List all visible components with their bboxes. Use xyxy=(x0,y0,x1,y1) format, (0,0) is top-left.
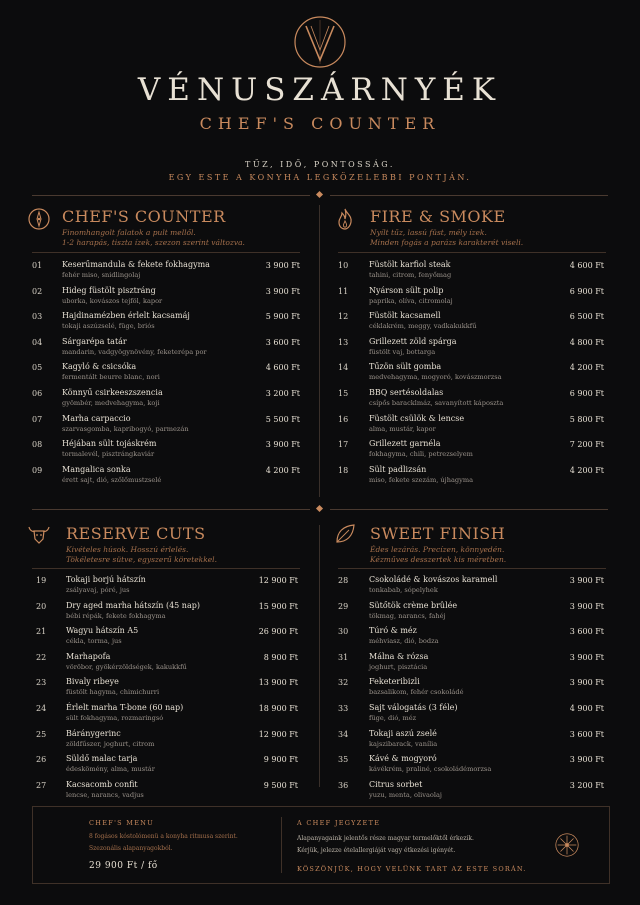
item-description: miso, fekete szezám, újhagyma xyxy=(369,475,474,484)
item-number: 12 xyxy=(338,312,349,322)
menu-item xyxy=(36,652,298,677)
item-price: 3 200 Ft xyxy=(569,780,604,790)
item-description: yuzu, menta, olivaolaj xyxy=(369,790,442,799)
item-name: Keserűmandula & fekete fokhagyma xyxy=(62,260,210,269)
menu-item xyxy=(338,703,604,728)
item-name: Nyárson sült polip xyxy=(369,285,444,295)
item-number: 03 xyxy=(32,312,43,322)
item-name: Feketeribizli xyxy=(369,677,420,687)
item-number: 14 xyxy=(338,363,349,373)
item-price: 3 600 Ft xyxy=(265,337,300,347)
item-name: Dry aged marha hátszín (45 nap) xyxy=(66,600,200,610)
footer-box xyxy=(32,806,610,884)
item-name: Mangalica sonka xyxy=(62,464,131,474)
item-price: 7 200 Ft xyxy=(569,440,604,450)
item-description: paprika, olíva, citromolaj xyxy=(369,296,453,305)
item-price: 3 900 Ft xyxy=(265,261,300,270)
item-description: füge, dió, méz xyxy=(369,714,417,722)
chefs-menu-title: CHEF'S MENU xyxy=(89,819,155,827)
item-description: cékla, torma, jus xyxy=(66,637,122,646)
item-number: 20 xyxy=(36,601,47,611)
item-description: füstölt hagyma, chimichurri xyxy=(66,688,160,697)
item-number: 35 xyxy=(338,755,349,765)
menu-item xyxy=(36,780,298,805)
item-number: 23 xyxy=(36,678,47,688)
item-price: 4 800 Ft xyxy=(569,337,604,347)
item-name: Sütőtök crème brûlée xyxy=(369,600,458,610)
item-name: Füstölt karfiol steak xyxy=(369,260,451,269)
item-name: Sajt válogatás (3 féle) xyxy=(369,703,458,712)
header-divider-diamond xyxy=(316,191,323,198)
item-description: mandarin, vadgyögynövény, feketerépa por xyxy=(62,347,207,356)
item-name: Sült padlizsán xyxy=(369,464,427,474)
item-price: 9 500 Ft xyxy=(263,780,298,790)
item-description: kajszibarack, vanília xyxy=(369,739,438,748)
thanks-message: KÖSZÖNJÜK, HOGY VELÜNK TART AZ ESTE SORÁN. xyxy=(297,865,527,873)
item-description: joghurt, pisztácia xyxy=(369,662,428,671)
mid-divider-right xyxy=(330,509,608,510)
item-number: 05 xyxy=(32,363,43,373)
item-number: 27 xyxy=(36,780,47,790)
brand-name: VÉNUSZÁRNYÉK xyxy=(137,72,503,108)
item-description: szarvasgomba, kapribogyó, parmezán xyxy=(62,424,189,433)
item-number: 08 xyxy=(32,440,43,450)
menu-item xyxy=(338,465,604,490)
item-name: Tokaji borjú hátszín xyxy=(66,575,146,584)
item-number: 07 xyxy=(32,414,43,424)
item-price: 6 900 Ft xyxy=(569,389,604,398)
item-description: érett sajt, dió, szőlőmustzselé xyxy=(62,475,162,484)
item-price: 5 500 Ft xyxy=(265,414,300,424)
item-price: 4 200 Ft xyxy=(265,465,300,475)
item-number: 18 xyxy=(338,465,349,475)
section-desc-line: Tökéletesre sütve, egyszerű köretekkel. xyxy=(66,555,217,564)
item-description: sült fokhagyma, rozmaringsó xyxy=(66,714,164,722)
mid-divider-diamond xyxy=(316,505,323,512)
tagline-primary: TŰZ, IDŐ, PONTOSSÁG. xyxy=(245,160,395,169)
item-price: 3 900 Ft xyxy=(265,440,300,450)
item-price: 3 900 Ft xyxy=(569,576,604,585)
menu-item xyxy=(32,337,300,362)
menu-item xyxy=(338,601,604,626)
menu-item xyxy=(338,575,604,600)
section-desc-line: Kivételes húsok. Hosszú érlelés. xyxy=(66,545,189,554)
item-price: 4 200 Ft xyxy=(569,465,604,475)
item-description: tahini, citrom, fenyőmag xyxy=(369,271,452,279)
menu-item xyxy=(32,260,300,285)
menu-item xyxy=(338,729,604,754)
item-price: 3 900 Ft xyxy=(569,652,604,662)
item-description: fehér miso, snidlingolaj xyxy=(62,271,141,279)
item-price: 3 900 Ft xyxy=(569,601,604,611)
menu-item xyxy=(36,677,298,702)
header-divider-right xyxy=(330,195,608,196)
item-number: 11 xyxy=(338,286,349,296)
section-title-sweet-finish: SWEET FINISH xyxy=(370,524,506,543)
menu-item xyxy=(32,414,300,439)
item-number: 06 xyxy=(32,389,43,398)
item-name: Báránygerinc xyxy=(66,728,121,738)
item-price: 4 200 Ft xyxy=(569,363,604,373)
item-number: 30 xyxy=(338,627,349,637)
section-desc-line: 1-2 harapás, tiszta ízek, szezon szerint változva. xyxy=(62,238,245,247)
item-number: 19 xyxy=(36,576,47,585)
chefs-menu-desc-line: 8 fogásos kóstolómenü a konyha ritmusa szerint. xyxy=(89,833,238,840)
section-underline xyxy=(32,252,300,253)
section-underline xyxy=(338,568,606,569)
item-price: 18 900 Ft xyxy=(258,704,298,713)
item-number: 32 xyxy=(338,678,349,688)
item-price: 13 900 Ft xyxy=(258,678,298,688)
menu-item xyxy=(32,388,300,413)
item-description: méhviasz, dió, bodza xyxy=(369,637,439,646)
menu-item xyxy=(338,754,604,779)
chef-note-title: A CHEF JEGYZETE xyxy=(297,819,381,827)
item-number: 33 xyxy=(338,704,349,713)
item-number: 21 xyxy=(36,627,47,637)
menu-item xyxy=(32,311,300,336)
item-number: 28 xyxy=(338,576,349,585)
menu-item xyxy=(36,729,298,754)
menu-item xyxy=(338,311,604,336)
item-description: fermentált beurre blanc, nori xyxy=(62,373,160,382)
item-description: kávékrém, praliné, csokoládémorzsa xyxy=(369,765,492,774)
item-name: Tokaji aszú zselé xyxy=(369,728,437,738)
menu-item xyxy=(338,362,604,387)
item-description: gyömbér, medvehagyma, koji xyxy=(62,399,160,407)
menu-item xyxy=(36,601,298,626)
item-price: 3 600 Ft xyxy=(569,627,604,637)
menu-item xyxy=(338,260,604,285)
item-name: Könnyű csirkeeszszencia xyxy=(62,388,163,397)
item-price: 4 600 Ft xyxy=(265,363,300,373)
item-price: 5 800 Ft xyxy=(569,414,604,424)
chefs-menu-price: 29 900 Ft / fő xyxy=(89,861,158,871)
item-price: 4 900 Ft xyxy=(569,704,604,713)
item-name: Sárgarépa tatár xyxy=(62,336,127,346)
section-desc-line: Finomhangolt falatok a pult mellől. xyxy=(62,228,196,237)
item-price: 3 900 Ft xyxy=(569,755,604,765)
item-name: Grillezett zöld spárga xyxy=(369,336,457,346)
item-number: 17 xyxy=(338,440,349,450)
item-name: Hideg füstölt pisztráng xyxy=(62,285,156,295)
item-description: medvehagyma, mogyoró, kovászmorzsa xyxy=(369,373,502,382)
item-name: Marhapofa xyxy=(66,651,111,661)
item-price: 6 900 Ft xyxy=(569,286,604,296)
item-description: tormalevél, pisztrángkaviár xyxy=(62,450,155,459)
menu-item xyxy=(338,337,604,362)
menu-item xyxy=(32,286,300,311)
item-description: bazsalikom, fehér csokoládé xyxy=(369,688,464,697)
item-number: 01 xyxy=(32,261,43,270)
mid-divider-left xyxy=(32,509,310,510)
item-description: alma, mustár, kapor xyxy=(369,424,436,433)
item-name: Héjában sült tojáskrém xyxy=(62,439,157,449)
item-number: 02 xyxy=(32,286,43,296)
item-description: vöröbor, gyökérzöldségek, kakukkfű xyxy=(66,662,187,671)
menu-item xyxy=(338,780,604,805)
section-underline xyxy=(338,252,606,253)
item-number: 26 xyxy=(36,755,47,765)
item-name: BBQ sertésoldalas xyxy=(369,388,444,397)
item-description: bébi répák, fekete fokhagyma xyxy=(66,611,166,620)
item-description: céklakrém, meggy, vadkakukkfű xyxy=(369,322,477,331)
brand-subtitle: CHEF'S COUNTER xyxy=(199,114,441,133)
menu-item xyxy=(36,575,298,600)
footer-divider xyxy=(281,817,282,873)
section-desc-line: Édes lezárás. Precízen, könnyedén. xyxy=(370,545,505,554)
item-price: 3 900 Ft xyxy=(569,678,604,688)
item-name: Füstölt kacsamell xyxy=(369,311,441,321)
item-description: csípős baracklmáz, savanyított káposzta xyxy=(369,399,504,407)
flame-icon xyxy=(333,207,357,231)
item-number: 04 xyxy=(32,337,43,347)
item-number: 31 xyxy=(338,652,349,662)
item-name: Süldő malac tarja xyxy=(66,754,138,764)
item-name: Csokoládé & kovászos karamell xyxy=(369,575,498,584)
item-number: 34 xyxy=(338,729,349,739)
menu-item xyxy=(338,439,604,464)
item-name: Kagyló & csicsóka xyxy=(62,362,137,372)
compass-icon xyxy=(27,207,51,231)
v-monogram-icon xyxy=(292,14,348,70)
item-number: 13 xyxy=(338,337,349,347)
item-number: 16 xyxy=(338,414,349,424)
menu-item xyxy=(36,626,298,651)
chef-note-line: Kérjük, jelezze ételallergiáját vagy étkezési igényét. xyxy=(297,847,456,854)
item-number: 10 xyxy=(338,261,349,270)
item-price: 12 900 Ft xyxy=(258,576,298,585)
menu-item xyxy=(338,414,604,439)
item-name: Túró & méz xyxy=(369,626,417,636)
section-title-chefs-counter: CHEF'S COUNTER xyxy=(62,207,226,226)
item-description: tokaji aszúzselé, füge, briós xyxy=(62,322,155,331)
item-price: 15 900 Ft xyxy=(258,601,298,611)
item-description: lencse, narancs, vadjus xyxy=(66,790,144,799)
item-description: füstölt vaj, bottarga xyxy=(369,347,436,356)
item-price: 8 900 Ft xyxy=(263,652,298,662)
menu-item xyxy=(36,703,298,728)
item-number: 25 xyxy=(36,729,47,739)
item-description: zsályavaj, póré, jus xyxy=(66,586,130,594)
item-name: Citrus sorbet xyxy=(369,779,423,789)
menu-item xyxy=(338,677,604,702)
item-price: 12 900 Ft xyxy=(258,729,298,739)
item-name: Marha carpaccio xyxy=(62,413,131,423)
section-underline xyxy=(32,568,300,569)
item-name: Bivaly ribeye xyxy=(66,677,119,687)
section-desc-line: Minden fogás a parázs karakterét viseli. xyxy=(370,238,524,247)
item-name: Grillezett garnéla xyxy=(369,439,441,449)
item-description: tökmag, narancs, fahéj xyxy=(369,611,446,620)
item-name: Tűzön sült gomba xyxy=(369,362,442,372)
menu-item xyxy=(338,286,604,311)
column-divider-top xyxy=(319,205,320,497)
item-price: 9 900 Ft xyxy=(263,755,298,765)
item-description: tonkabab, sópelyhek xyxy=(369,586,438,594)
menu-item xyxy=(36,754,298,779)
chefs-menu-desc-line: Szezonális alapanyagokból. xyxy=(89,845,173,852)
item-description: uborka, kovászos tejföl, kapor xyxy=(62,296,163,305)
section-title-reserve-cuts: RESERVE CUTS xyxy=(66,524,206,543)
item-number: 36 xyxy=(338,780,349,790)
item-price: 6 500 Ft xyxy=(569,312,604,322)
item-name: Érlelt marha T-bone (60 nap) xyxy=(66,703,184,712)
tagline-secondary: EGY ESTE A KONYHA LEGKÖZELEBBI PONTJÁN. xyxy=(168,173,472,182)
bull-head-icon xyxy=(27,522,51,546)
chef-note-line: Alapanyagaink jelentős része magyar termelőktől érkezik. xyxy=(297,835,474,842)
menu-item xyxy=(338,388,604,413)
item-name: Málna & rózsa xyxy=(369,651,429,661)
section-desc-line: Kézműves desszertek kis méretben. xyxy=(370,555,507,564)
item-number: 09 xyxy=(32,465,43,475)
item-name: Kacsacomb confit xyxy=(66,779,138,789)
item-price: 3 600 Ft xyxy=(569,729,604,739)
menu-item xyxy=(32,465,300,490)
item-number: 24 xyxy=(36,704,47,713)
item-name: Kávé & mogyoró xyxy=(369,754,437,764)
menu-item xyxy=(32,362,300,387)
item-description: fokhagyma, chili, petrezselyem xyxy=(369,450,473,459)
item-number: 29 xyxy=(338,601,349,611)
item-name: Füstölt csülök & lencse xyxy=(369,413,465,423)
item-price: 5 900 Ft xyxy=(265,312,300,322)
item-price: 4 600 Ft xyxy=(569,261,604,270)
item-description: zöldfűszer, joghurt, citrom xyxy=(66,739,155,748)
header-divider-left xyxy=(32,195,310,196)
leaf-icon xyxy=(333,522,357,546)
menu-item xyxy=(338,652,604,677)
item-number: 22 xyxy=(36,652,47,662)
section-title-fire-smoke: FIRE & SMOKE xyxy=(370,207,506,226)
menu-item xyxy=(338,626,604,651)
section-desc-line: Nyílt tűz, lassú füst, mély ízek. xyxy=(370,228,487,237)
item-number: 15 xyxy=(338,389,349,398)
item-price: 26 900 Ft xyxy=(258,627,298,637)
item-price: 3 200 Ft xyxy=(265,389,300,398)
item-name: Wagyu hátszín A5 xyxy=(66,626,139,636)
item-price: 3 900 Ft xyxy=(265,286,300,296)
menu-item xyxy=(32,439,300,464)
item-description: édeskömény, alma, mustár xyxy=(66,765,155,774)
star-ornament-icon xyxy=(553,831,581,859)
column-divider-bottom xyxy=(319,525,320,787)
item-name: Hajdinamézben érlelt kacsamáj xyxy=(62,311,190,321)
